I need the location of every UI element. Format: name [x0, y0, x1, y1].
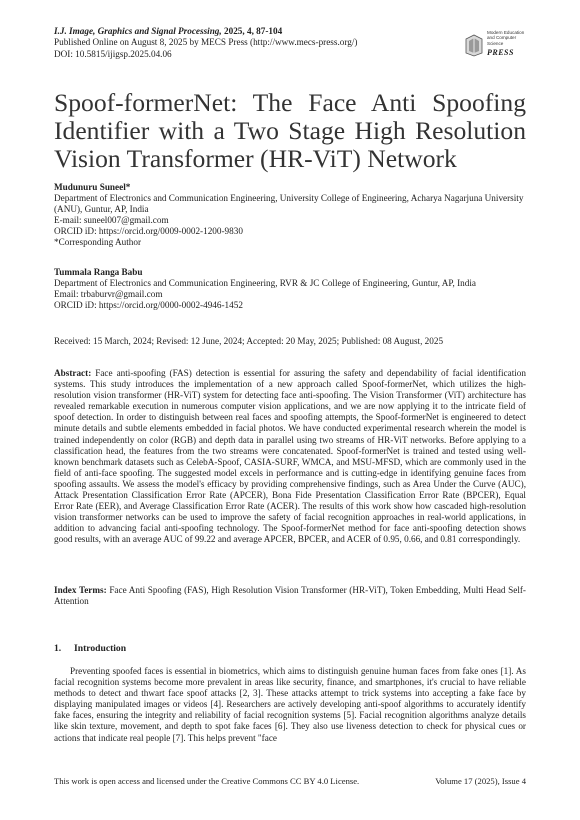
index-terms-text: Face Anti Spoofing (FAS), High Resolution Vision Transformer (HR-ViT), Token Embedding, Multi Head Self-Attention	[54, 585, 526, 607]
journal-title: I.J. Image, Graphics and Signal Processing,	[54, 26, 222, 36]
index-terms	[54, 585, 526, 607]
journal-header	[54, 26, 454, 60]
author-block	[54, 182, 526, 249]
title-line: Identifier with a Two Stage High Resolution	[54, 116, 526, 145]
journal-citation	[54, 26, 454, 37]
logo-press: PRESS	[487, 48, 514, 57]
author-name: Mudunuru Suneel*	[54, 182, 131, 192]
author-block	[54, 267, 526, 311]
section-heading	[54, 643, 126, 654]
intro-paragraph: Preventing spoofed faces is essential in biometrics, which aims to distinguish genuine human faces from fake ones [1]. As facial recognition systems become more prevalent in areas like security, finance, and smartphones, it's crucial to have reliable methods to detect and thwart face spoof attacks [2, 3]. These attacks attempt to trick systems into accepting a fake face by displaying manipulated images or videos [4]. Researchers are actively developing anti-spoof algorithms to accurately identify fake faces, ensuring the integrity and reliability of facial recognition systems [5]. Facial recognition algorithms analyze details like skin texture, movement, and depth to spot fake faces [6]. They also use liveness detection to check for physical cues or actions that indicate real people [7]. This helps prevent "face	[54, 666, 526, 743]
author-email: Email: trbaburvr@gmail.com	[54, 289, 163, 300]
journal-issue: 2025, 4, 87-104	[221, 26, 283, 36]
section-number: 1.	[54, 643, 62, 654]
paper-title	[54, 89, 526, 173]
logo-text: Modern Education and Computer Science	[487, 30, 525, 46]
author-email: E-mail: suneel007@gmail.com	[54, 215, 169, 226]
publication-dates: Received: 15 March, 2024; Revised: 12 June, 2024; Accepted: 20 May, 2025; Published: 08 August, 2025	[54, 336, 444, 346]
abstract	[54, 368, 526, 546]
title-line: Spoof-formerNet: The Face Anti Spoofing	[54, 88, 526, 117]
corresponding-note: *Corresponding Author	[54, 237, 142, 248]
license-text: This work is open access and licensed under the Creative Commons CC BY 4.0 License.	[54, 776, 360, 786]
abstract-text: Face anti-spoofing (FAS) detection is essential for assuring the safety and dependability of facial identification systems. This study introduces the implementation of a new approach called Spoof-formerNet, which utilizes the high-resolution vision transformer (HR-ViT) system for detecting face anti-spoofing. The Vision Transformer (ViT) architecture has revealed remarkable execution in numerous computer vision applications, and we are now applying it to the intricate field of spoof detection. In order to distinguish between real faces and spoofing attempts, the Spoof-formerNet is engineered to detect minute details and subtle elements embedded in facial photos. We have conducted experimental research wherein the model is trained independently on color (RGB) and depth data in parallel using two streams of HR-ViT networks. Before applying to a classification head, the features from the two streams were concatenated. Spoof-formerNet is trained and tested using well-known benchmark datasets such as CelebA-Spoof, CASIA-SURF, WMCA, and MSU-MFSD, which are commonly used in the field of anti-face spoofing. The suggested model excels in performance and is cutting-edge in identifying genuine faces from spoofing assaults. We assess the model's efficacy by providing comprehensive findings, such as Area Under the Curve (AUC), Attack Presentation Classification Error Rate (APCER), Bona Fide Presentation Classification Error Rate (BPCER), Equal Error Rate (EER), and Average Classification Error Rate (ACER). The results of this work show how cascaded high-resolution vision transformer networks can be used to improve the safety of facial recognition approaches in real-world applications, in addition to advancing facial anti-spoofing technology. The Spoof-formerNet method for face anti-spoofing detection shows good results, with an average AUC of 99.22 and average APCER, BPCER, and ACER of 0.95, 0.66, and 0.81 correspondingly.	[54, 368, 526, 545]
abstract-label: Abstract:	[54, 368, 92, 378]
author-affiliation: Department of Electronics and Communication Engineering, University College of Engineering, Acharya Nagarjuna University (ANU), Guntur, AP, India	[54, 193, 524, 215]
author-orcid: ORCID iD: https://orcid.org/0000-0002-4946-1452	[54, 300, 243, 311]
publisher-logo-icon	[464, 33, 484, 57]
author-name: Tummala Ranga Babu	[54, 267, 143, 277]
index-terms-label: Index Terms:	[54, 585, 107, 595]
doi-line: DOI: 10.5815/ijigsp.2025.04.06	[54, 48, 172, 59]
author-affiliation: Department of Electronics and Communication Engineering, RVR & JC College of Engineering, Guntur, AP, India	[54, 278, 476, 289]
title-line: Vision Transformer (HR-ViT) Network	[54, 144, 457, 173]
section-title: Introduction	[74, 643, 127, 654]
publisher-logo	[464, 27, 528, 63]
author-orcid: ORCID iD: https://orcid.org/0009-0002-1200-9830	[54, 226, 243, 237]
volume-text: Volume 17 (2025), Issue 4	[435, 776, 526, 786]
published-line: Published Online on August 8, 2025 by MECS Press (http://www.mecs-press.org/)	[54, 37, 358, 48]
